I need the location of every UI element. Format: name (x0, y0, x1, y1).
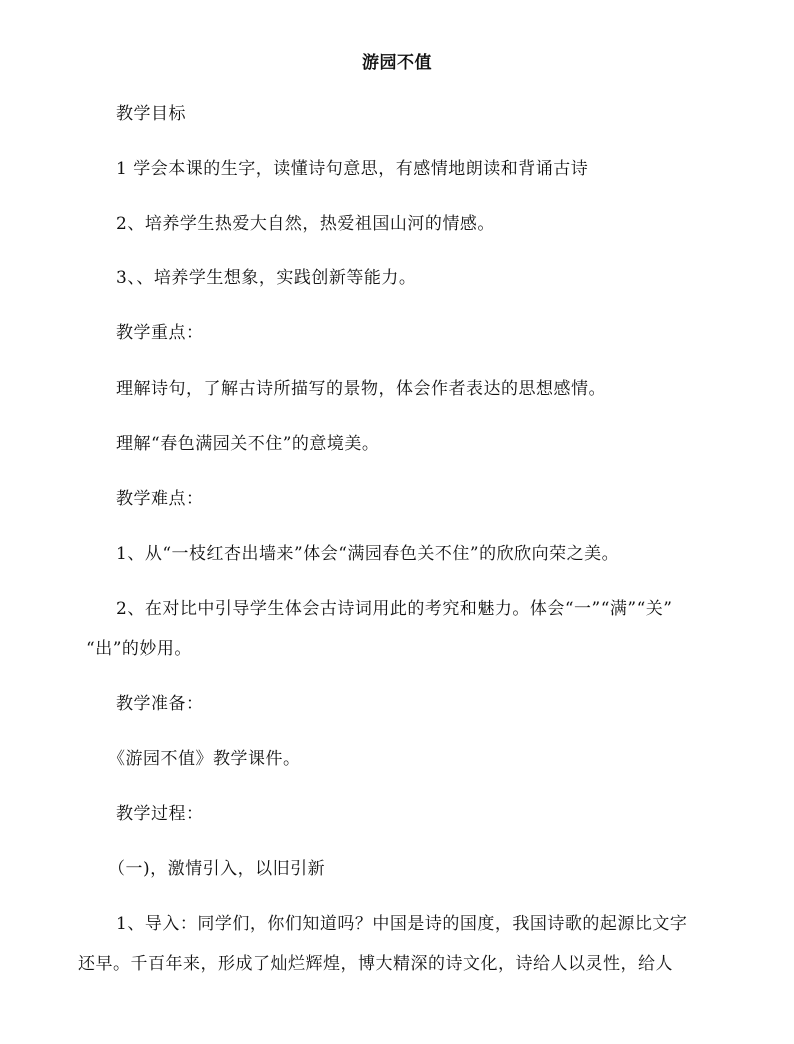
goal-item-3: 3、、培养学生想象，实践创新等能力。 (116, 268, 417, 288)
heading-process: 教学过程： (116, 804, 204, 824)
difficulty-2: 2、在对比中引导学生体会古诗词用此的考究和魅力。体会“一”“满”“关” (116, 599, 673, 619)
document-title: 游园不值 (362, 53, 432, 73)
preparation-item: 《游园不值》教学课件。 (108, 749, 301, 769)
key-point-1: 理解诗句，了解古诗所描写的景物，体会作者表达的思想感情。 (116, 379, 606, 399)
process-section-1: （一)，激情引入，以旧引新 (108, 859, 326, 879)
heading-preparation: 教学准备： (116, 694, 204, 714)
heading-teaching-goals: 教学目标 (116, 104, 186, 124)
process-step-1-continued: 还早。千百年来，形成了灿烂辉煌，博大精深的诗文化，诗给人以灵性，给人 (78, 954, 673, 974)
heading-key-points: 教学重点： (116, 323, 204, 343)
goal-item-2: 2、培养学生热爱大自然，热爱祖国山河的情感。 (116, 214, 495, 234)
key-point-2: 理解“春色满园关不住”的意境美。 (116, 434, 380, 454)
process-step-1: 1、导入：同学们，你们知道吗？中国是诗的国度，我国诗歌的起源比文字 (116, 914, 688, 934)
difficulty-1: 1、从“一枝红杏出墙来”体会“满园春色关不住”的欣欣向荣之美。 (116, 544, 620, 564)
goal-item-1: 1 学会本课的生字，读懂诗句意思，有感情地朗读和背诵古诗 (116, 159, 589, 179)
heading-difficulties: 教学难点： (116, 489, 204, 509)
difficulty-2-continued: “出”的妙用。 (86, 639, 192, 659)
